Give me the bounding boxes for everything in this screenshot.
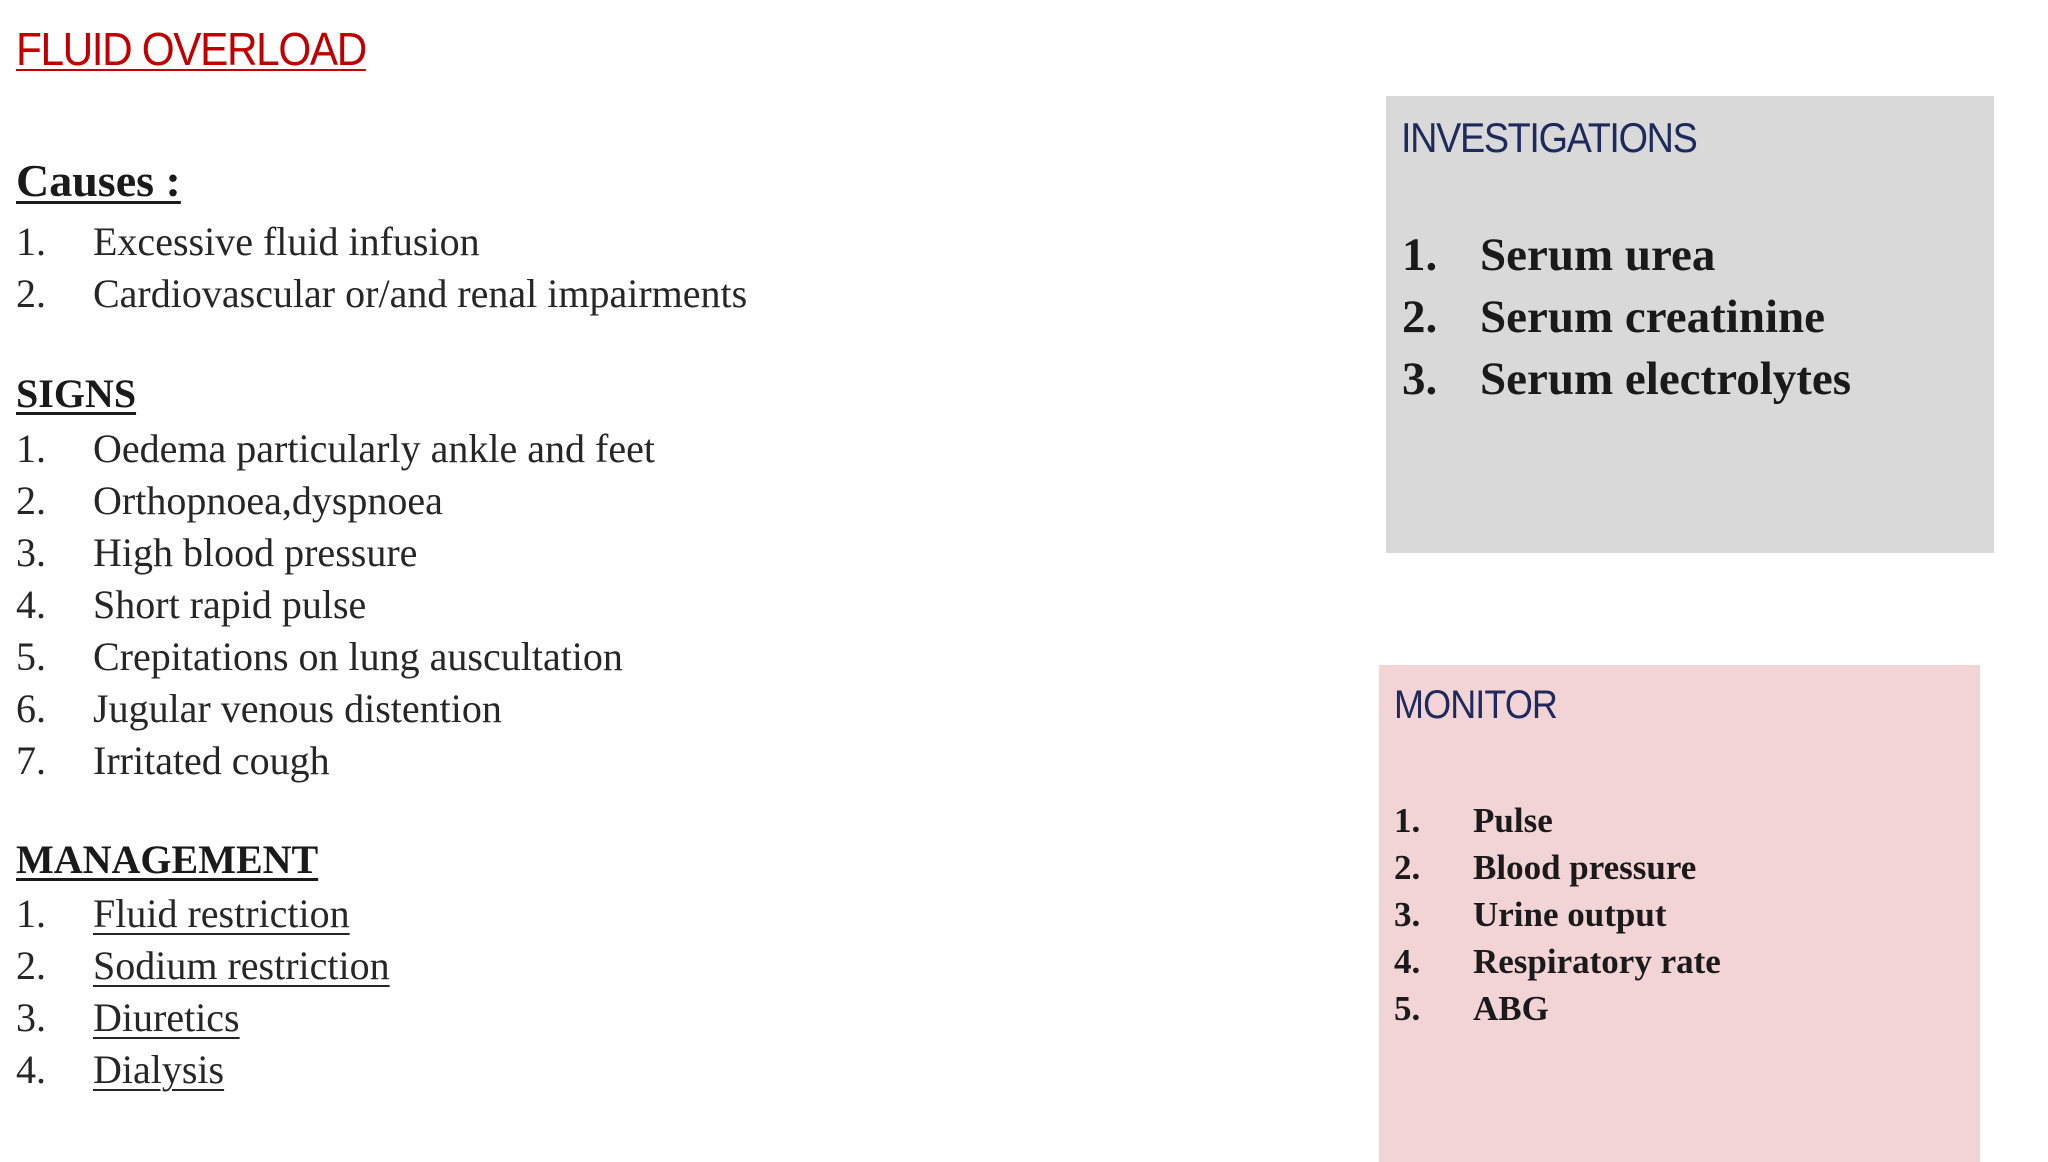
investigations-list (1402, 224, 1851, 410)
list-item (16, 940, 390, 992)
list-item-text: Respiratory rate (1473, 942, 1721, 981)
list-item (1402, 348, 1851, 410)
list-item (16, 888, 390, 940)
list-item-text: Diuretics (93, 995, 240, 1040)
causes-heading: Causes : (16, 155, 181, 206)
list-item (16, 216, 747, 268)
causes-list (16, 216, 747, 320)
list-item-text: High blood pressure (93, 530, 418, 575)
list-item-text: Serum electrolytes (1480, 353, 1852, 405)
list-item-number: 1. (1402, 229, 1438, 281)
list-item (16, 579, 655, 631)
list-item (16, 527, 655, 579)
list-item (1394, 797, 1721, 844)
monitor-box (1379, 665, 1980, 1162)
list-item-text: Dialysis (93, 1047, 225, 1092)
list-item (16, 735, 655, 787)
list-item-text: Crepitations on lung auscultation (93, 634, 623, 679)
list-item-text: ABG (1473, 989, 1549, 1028)
list-item-text: Excessive fluid infusion (93, 219, 480, 264)
investigations-heading: INVESTIGATIONS (1401, 114, 1697, 161)
list-item-number: 3. (16, 995, 46, 1040)
list-item-number: 2. (16, 943, 46, 988)
list-item-number: 5. (1394, 989, 1421, 1028)
list-item-number: 1. (1394, 801, 1421, 840)
list-item-text: Irritated cough (93, 738, 330, 783)
list-item (16, 992, 390, 1044)
list-item-text: Pulse (1473, 801, 1553, 840)
signs-heading: SIGNS (16, 371, 137, 416)
list-item-text: Urine output (1473, 895, 1667, 934)
list-item-text: Serum urea (1480, 229, 1716, 281)
list-item-text: Orthopnoea,dyspnoea (93, 478, 443, 523)
list-item (16, 268, 747, 320)
list-item-number: 1. (16, 219, 46, 264)
list-item-number: 6. (16, 686, 46, 731)
investigations-box (1386, 96, 1994, 553)
list-item-number: 1. (16, 426, 46, 471)
list-item-text: Cardiovascular or/and renal impairments (93, 271, 748, 316)
list-item-number: 5. (16, 634, 46, 679)
list-item-number: 3. (1394, 895, 1421, 934)
list-item-number: 3. (1402, 353, 1438, 405)
list-item-number: 2. (1394, 848, 1421, 887)
list-item (1402, 286, 1851, 348)
list-item-number: 4. (1394, 942, 1421, 981)
monitor-heading: MONITOR (1394, 683, 1558, 727)
list-item-number: 2. (1402, 291, 1438, 343)
list-item (16, 631, 655, 683)
signs-list (16, 423, 655, 787)
list-item-text: Fluid restriction (93, 891, 350, 936)
management-heading: MANAGEMENT (16, 837, 319, 882)
management-list (16, 888, 390, 1096)
list-item-number: 3. (16, 530, 46, 575)
list-item (16, 423, 655, 475)
list-item-number: 7. (16, 738, 46, 783)
list-item (1402, 224, 1851, 286)
list-item-number: 4. (16, 1047, 46, 1092)
list-item-text: Blood pressure (1473, 848, 1697, 887)
list-item-text: Serum creatinine (1480, 291, 1826, 343)
list-item (1394, 938, 1721, 985)
list-item-text: Sodium restriction (93, 943, 390, 988)
monitor-list (1394, 797, 1721, 1032)
list-item (1394, 985, 1721, 1032)
list-item (1394, 844, 1721, 891)
list-item (16, 475, 655, 527)
page-title: FLUID OVERLOAD (16, 23, 366, 75)
list-item-text: Jugular venous distention (93, 686, 502, 731)
list-item-text: Short rapid pulse (93, 582, 367, 627)
list-item-text: Oedema particularly ankle and feet (93, 426, 655, 471)
list-item-number: 2. (16, 478, 46, 523)
list-item (16, 683, 655, 735)
list-item-number: 1. (16, 891, 46, 936)
list-item-number: 4. (16, 582, 46, 627)
list-item (16, 1044, 390, 1096)
list-item (1394, 891, 1721, 938)
list-item-number: 2. (16, 271, 46, 316)
